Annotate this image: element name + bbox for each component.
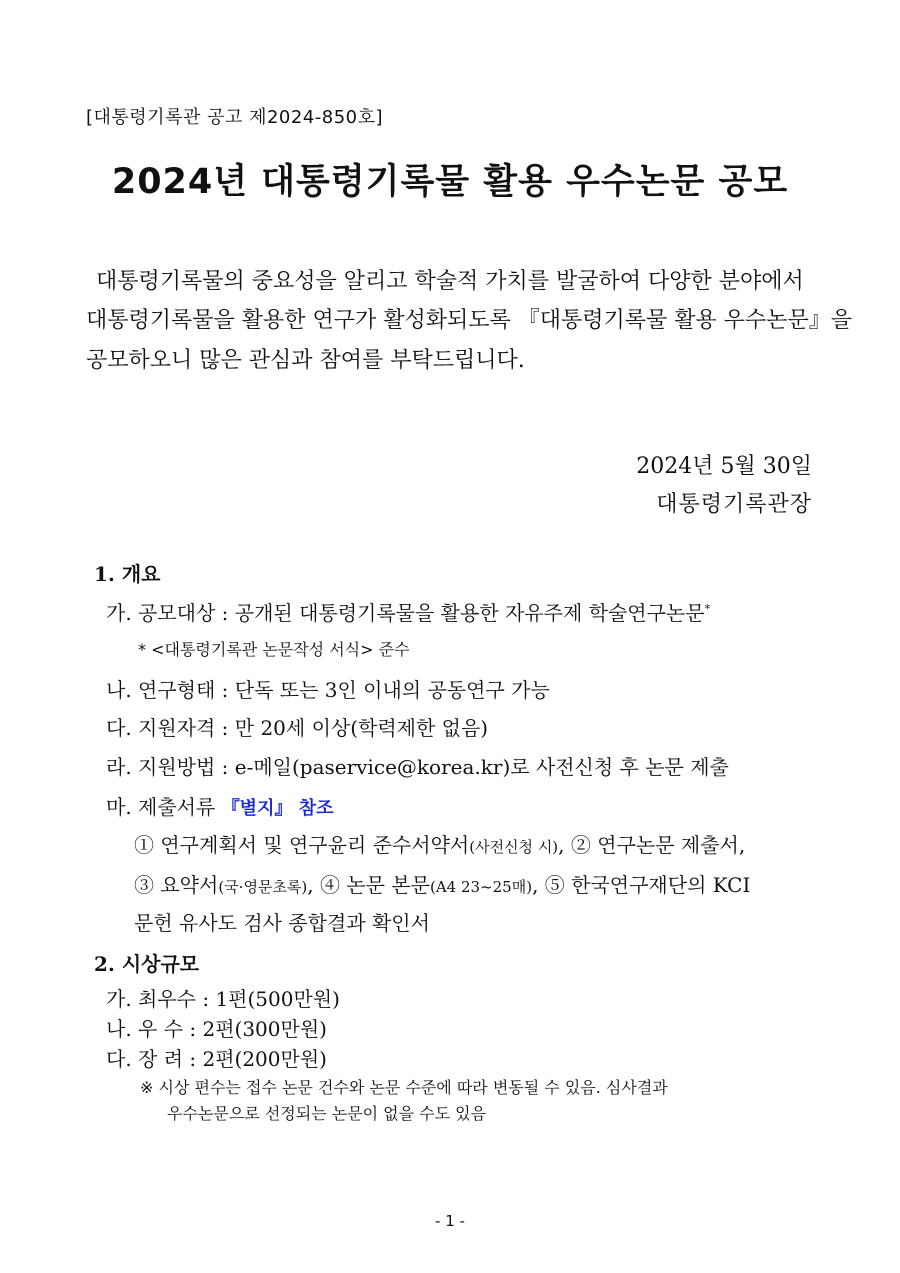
documents-suffix: 참조: [292, 798, 334, 819]
overview-item-target-text: 가. 공모대상 : 공개된 대통령기록물을 활용한 자유주제 학술연구논문: [106, 601, 705, 625]
documents-line-2: [134, 869, 750, 898]
overview-item-type: 나. 연구형태 : 단독 또는 3인 이내의 공동연구 가능: [106, 678, 550, 702]
section-1-heading: 1. 개요: [94, 562, 161, 586]
prize-grand: 가. 최우수 : 1편(500만원): [106, 987, 340, 1011]
prize-remark-line-2: 우수논문으로 선정되는 논문이 없을 수도 있음: [167, 1104, 487, 1123]
footnote-marker: *: [704, 602, 711, 616]
page-number: - 1 -: [435, 1212, 465, 1230]
overview-item-eligibility: 다. 지원자격 : 만 20세 이상(학력제한 없음): [106, 716, 489, 740]
documents-line-3: 문헌 유사도 검사 종합결과 확인서: [134, 911, 430, 935]
doc-2c: , ④ 논문 본문: [307, 873, 430, 897]
intro-line-1: 대통령기록물의 중요성을 알리고 학술적 가치를 발굴하여 다양한 분야에서: [96, 269, 804, 294]
intro-line-2: 대통령기록물을 활용한 연구가 활성화되도록 『대통령기록물 활용 우수논문』을: [86, 308, 853, 333]
attachment-link[interactable]: 『별지』: [221, 798, 293, 819]
doc-2e: , ⑤ 한국연구재단의 KCI: [532, 873, 751, 897]
page-title: 2024년 대통령기록물 활용 우수논문 공모: [111, 162, 789, 202]
doc-1a: ① 연구계획서 및 연구윤리 준수서약서: [134, 833, 470, 857]
documents-prefix: 마. 제출서류: [106, 795, 222, 819]
doc-2d: (A4 23~25매): [429, 878, 533, 896]
doc-2b: (국·영문초록): [218, 878, 308, 896]
overview-item-documents: [106, 791, 334, 820]
prize-excellence: 나. 우 수 : 2편(300만원): [106, 1017, 327, 1041]
intro-line-3: 공모하오니 많은 관심과 참여를 부탁드립니다.: [86, 348, 525, 373]
announcement-date: 2024년 5월 30일: [636, 454, 812, 479]
signer: 대통령기록관장: [656, 492, 812, 517]
prize-encouragement: 다. 장 려 : 2편(200만원): [106, 1047, 327, 1071]
overview-item-method: 라. 지원방법 : e-메일(paservice@korea.kr)로 사전신청 후 논문 제출: [106, 755, 729, 779]
doc-1c: , ② 연구논문 제출서,: [558, 833, 746, 857]
doc-2a: ③ 요약서: [134, 873, 219, 897]
overview-item-target: [106, 597, 710, 626]
documents-line-1: [134, 829, 745, 858]
doc-1b: (사전신청 시): [469, 838, 559, 856]
overview-item-footnote: * <대통령기록관 논문작성 서식> 준수: [138, 640, 410, 659]
prize-remark-line-1: ※ 시상 편수는 접수 논문 건수와 논문 수준에 따라 변동될 수 있음. 심사결과: [140, 1078, 668, 1097]
section-2-heading: 2. 시상규모: [94, 952, 200, 976]
notice-number: [대통령기록관 공고 제2024-850호]: [86, 107, 384, 128]
